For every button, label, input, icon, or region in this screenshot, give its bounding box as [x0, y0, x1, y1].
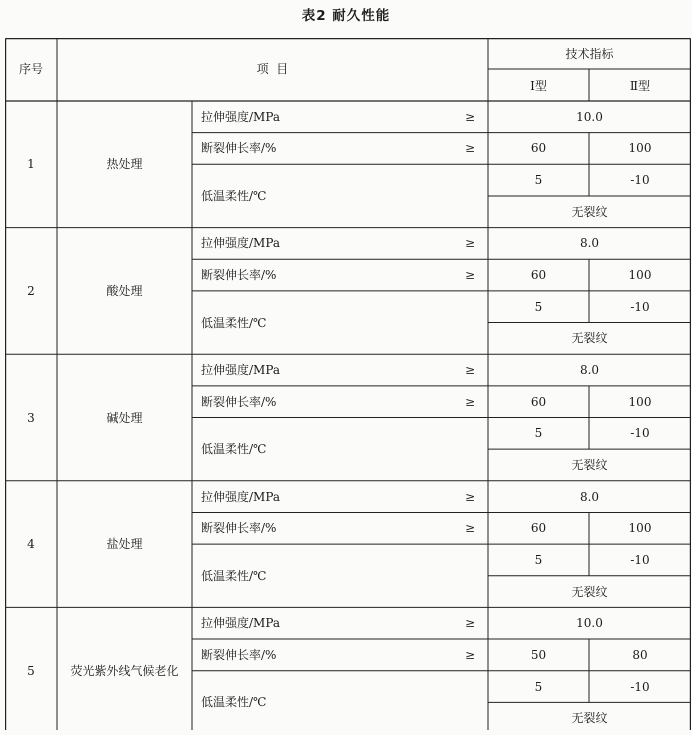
elongation-type2: 80: [632, 647, 648, 662]
low-temp-label: 低温柔性/℃: [201, 188, 267, 203]
tensile-label: 拉伸强度/MPa: [201, 616, 281, 631]
elongation-op: ≥: [465, 394, 476, 409]
elongation-type2: 100: [628, 521, 652, 536]
elongation-op: ≥: [465, 521, 476, 536]
elongation-label: 断裂伸长率/%: [201, 521, 277, 536]
tensile-label: 拉伸强度/MPa: [201, 489, 281, 504]
group-seq: 4: [27, 537, 35, 552]
tensile-label: 拉伸强度/MPa: [201, 363, 281, 378]
low-temp-type1: 5: [534, 173, 543, 188]
tensile-value: 8.0: [579, 236, 600, 251]
tensile-label: 拉伸强度/MPa: [201, 109, 281, 124]
tensile-op: ≥: [465, 616, 476, 631]
crack-result: 无裂纹: [571, 711, 608, 726]
tensile-op: ≥: [465, 236, 476, 251]
header-type1: Ⅰ型: [530, 79, 547, 93]
crack-result: 无裂纹: [571, 204, 608, 219]
tensile-op: ≥: [465, 109, 476, 124]
group-name: 盐处理: [106, 537, 143, 552]
group-name: 碱处理: [106, 410, 143, 425]
group-seq: 3: [27, 410, 35, 425]
crack-result: 无裂纹: [571, 331, 608, 346]
group-name: 酸处理: [106, 283, 143, 298]
elongation-label: 断裂伸长率/%: [201, 394, 277, 409]
tensile-value: 8.0: [579, 363, 600, 378]
group-seq: 2: [27, 283, 35, 298]
low-temp-label: 低温柔性/℃: [201, 568, 267, 583]
durability-table: [5, 38, 691, 730]
elongation-type1: 60: [530, 268, 547, 283]
elongation-type2: 100: [628, 141, 652, 156]
low-temp-type1: 5: [534, 552, 543, 567]
tensile-op: ≥: [465, 489, 476, 504]
low-temp-type2: -10: [630, 173, 650, 188]
elongation-label: 断裂伸长率/%: [201, 647, 277, 662]
group-seq: 5: [27, 663, 35, 678]
elongation-op: ≥: [465, 647, 476, 662]
elongation-op: ≥: [465, 141, 476, 156]
elongation-type2: 100: [628, 268, 652, 283]
tensile-value: 8.0: [579, 489, 600, 504]
header-type2: Ⅱ型: [629, 79, 651, 93]
low-temp-type2: -10: [630, 552, 650, 567]
elongation-type1: 60: [530, 141, 547, 156]
low-temp-type2: -10: [630, 299, 650, 314]
tensile-label: 拉伸强度/MPa: [201, 236, 281, 251]
tensile-op: ≥: [465, 363, 476, 378]
group-name: 荧光紫外线气候老化: [70, 663, 179, 678]
table-title: 表2 耐久性能: [301, 8, 391, 24]
elongation-op: ≥: [465, 268, 476, 283]
elongation-type1: 50: [530, 647, 547, 662]
crack-result: 无裂纹: [571, 457, 608, 472]
crack-result: 无裂纹: [571, 584, 608, 599]
group-seq: 1: [27, 157, 35, 172]
elongation-type1: 60: [530, 521, 547, 536]
low-temp-label: 低温柔性/℃: [201, 442, 267, 457]
low-temp-type2: -10: [630, 679, 650, 694]
elongation-type2: 100: [628, 394, 652, 409]
low-temp-type1: 5: [534, 299, 543, 314]
header-item: 项 目: [256, 62, 289, 76]
low-temp-label: 低温柔性/℃: [201, 315, 267, 330]
low-temp-label: 低温柔性/℃: [201, 695, 267, 710]
low-temp-type1: 5: [534, 426, 543, 441]
header-spec: 技术指标: [565, 47, 614, 61]
low-temp-type1: 5: [534, 679, 543, 694]
tensile-value: 10.0: [576, 616, 603, 631]
group-name: 热处理: [106, 157, 143, 172]
elongation-label: 断裂伸长率/%: [201, 141, 277, 156]
low-temp-type2: -10: [630, 426, 650, 441]
header-seq: 序号: [18, 62, 43, 76]
elongation-label: 断裂伸长率/%: [201, 268, 277, 283]
elongation-type1: 60: [530, 394, 547, 409]
tensile-value: 10.0: [576, 109, 603, 124]
